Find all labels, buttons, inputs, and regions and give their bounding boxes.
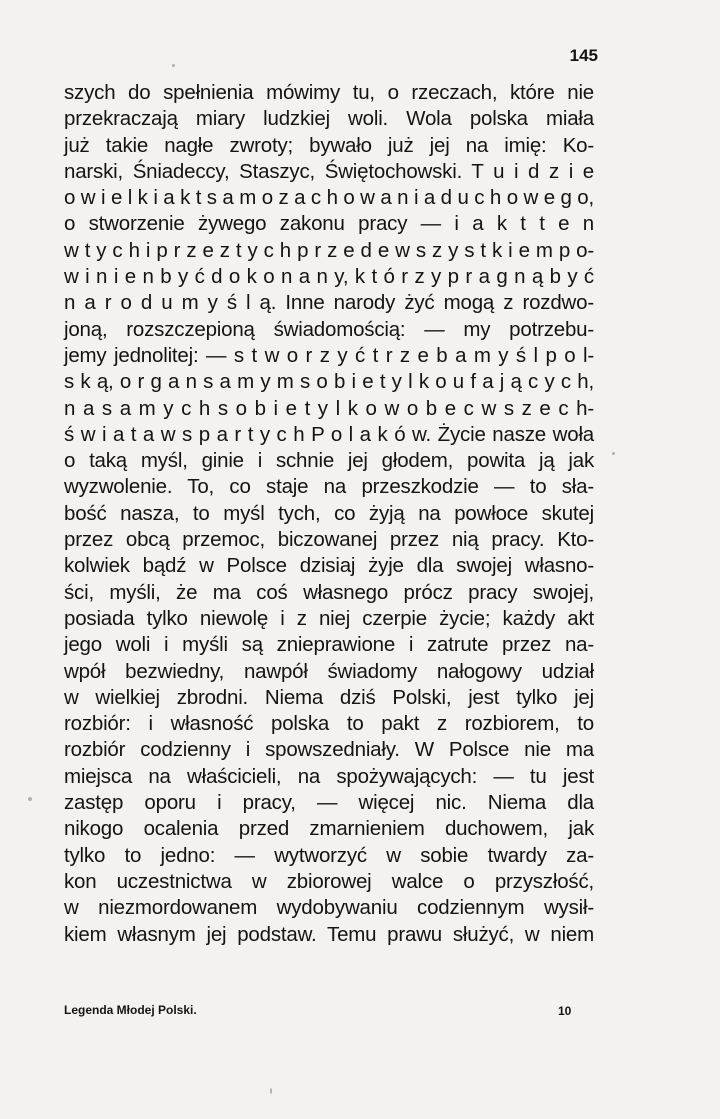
text-line: tylko to jedno: — wytworzyć w sobie twardy za- — [64, 843, 594, 867]
paper-speck — [270, 1088, 272, 1094]
text-line: o taką myśl, ginie i schnie jej głodem, powita ją jak — [64, 449, 594, 473]
text-line: rozbiór: i własność polska to pakt z rozbiorem, to — [64, 712, 594, 736]
text-line: bość nasza, to myśl tych, co żyją na powłoce skutej — [64, 501, 594, 525]
text-line: rozbiór codzienny i spowszedniały. W Polsce nie ma — [64, 738, 594, 762]
text-line: kon uczestnictwa w zbiorowej walce o przyszłość, — [64, 869, 594, 893]
text-line: n a s a m y c h s o b i e t y l k o w o b e c w s z e c h- — [64, 396, 594, 420]
signature-mark: 10 — [558, 1004, 572, 1018]
text-line: kolwiek bądź w Polsce dzisiaj żyje dla swojej własno- — [64, 554, 594, 578]
text-line: n a r o d u m y ś l ą. Inne narody żyć mogą z rozdwo- — [64, 291, 594, 315]
text-line: jego woli i myśli są znieprawione i zatrute przez na- — [64, 633, 594, 657]
text-line: wpół bezwiedny, nawpół świadomy nałogowy udział — [64, 659, 594, 683]
text-line: przekraczają miary ludzkiej woli. Wola polska miała — [64, 107, 594, 131]
paper-speck — [172, 64, 175, 67]
text-line: już takie nagłe zwroty; bywało już jej na imię: Ko- — [64, 133, 594, 157]
text-line: jemy jednolitej: — s t w o r z y ć t r z e b a m y ś l p o l- — [64, 343, 594, 367]
text-line: wyzwolenie. To, co staje na przeszkodzie — to sła- — [64, 475, 594, 499]
text-line: kiem własnym jej podstaw. Temu prawu służyć, w niem — [64, 922, 594, 946]
text-line: miejsca na właścicieli, na spożywających: — tu jest — [64, 764, 594, 788]
text-line: narski, Śniadeccy, Staszyc, Świętochowski. T u i d z i e — [64, 159, 594, 183]
paper-speck — [28, 797, 32, 801]
text-line: o stworzenie żywego zakonu pracy — i a k t t e n — [64, 212, 594, 236]
text-line: o w i e l k i a k t s a m o z a c h o w a n i a d u c h o w e g o, — [64, 186, 594, 210]
text-line: zastęp oporu i pracy, — więcej nic. Niema dla — [64, 791, 594, 815]
text-line: nikogo ocalenia przed zmarnieniem duchowem, jak — [64, 817, 594, 841]
page-number: 145 — [569, 46, 598, 65]
text-line: w niezmordowanem wydobywaniu codziennym wysił- — [64, 896, 594, 920]
text-line: joną, rozszczepioną świadomością: — my potrzebu- — [64, 317, 594, 341]
text-line: w t y c h i p r z e z t y c h p r z e d e w s z y s t k i e m p o- — [64, 238, 594, 262]
footer-title: Legenda Młodej Polski. — [64, 1003, 197, 1017]
text-line: przez obcą przemoc, biczowanej przez nią pracy. Kto- — [64, 528, 594, 552]
text-line: ś w i a t a w s p a r t y c h P o l a k ó w. Życie nasze woła — [64, 422, 594, 446]
text-line: ści, myśli, że ma coś własnego prócz pracy swojej, — [64, 580, 594, 604]
text-line: posiada tylko niewolę i z niej czerpie życie; każdy akt — [64, 606, 594, 630]
paper-speck — [612, 452, 615, 455]
text-line: szych do spełnienia mówimy tu, o rzeczach, które nie — [64, 81, 594, 104]
body-text — [64, 80, 594, 948]
text-line: s k ą, o r g a n s a m y m s o b i e t y l k o u f a j ą c y c h, — [64, 370, 594, 394]
text-line: w i n i e n b y ć d o k o n a n y, k t ó r z y p r a g n ą b y ć — [64, 265, 594, 289]
text-line: w wielkiej zbrodni. Niema dziś Polski, jest tylko jej — [64, 685, 594, 709]
